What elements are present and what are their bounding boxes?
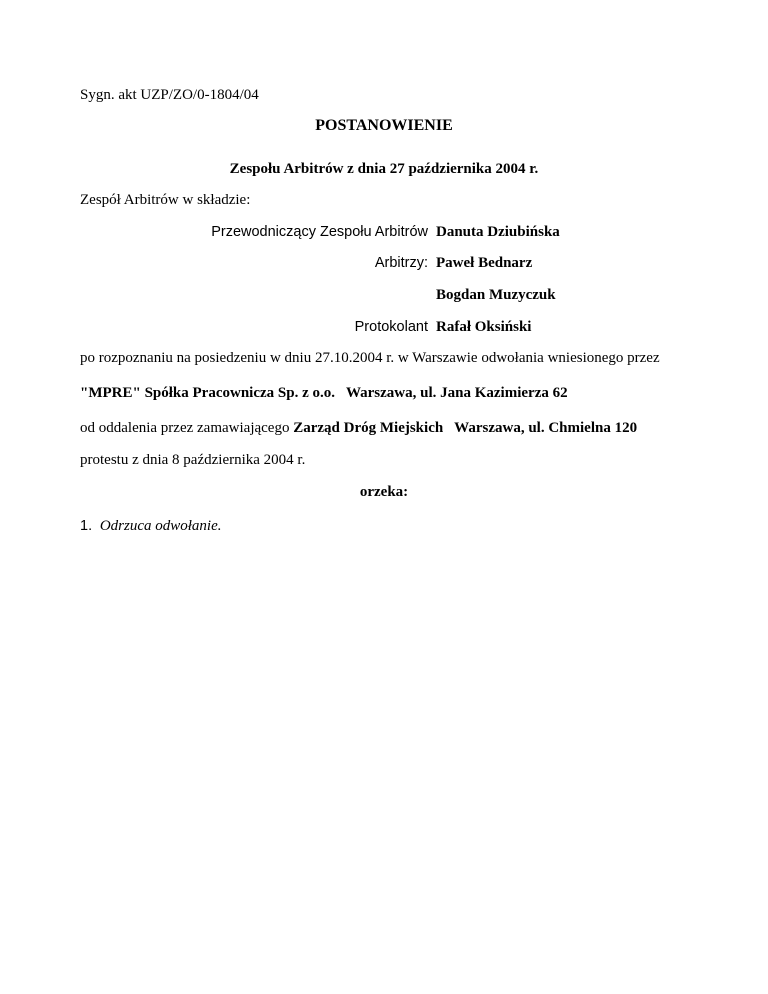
- clerk-name: Rafał Oksiński: [436, 319, 532, 335]
- ruling-item-text: Odrzuca odwołanie.: [99, 518, 222, 534]
- document-subtitle: Zespołu Arbitrów z dnia 27 października 2004 r.: [229, 161, 539, 177]
- arbitrator-name-1: Paweł Bednarz: [436, 255, 533, 271]
- arbitrator-name-2: Bogdan Muzyczuk: [436, 287, 556, 303]
- appellant: "MPRE" Spółka Pracownicza Sp. z o.o. Warszawa, ul. Jana Kazimierza 62: [80, 385, 568, 401]
- body-line-protest: protestu z dnia 8 października 2004 r.: [80, 452, 306, 468]
- ruling-item: [80, 517, 222, 535]
- case-reference: Sygn. akt UZP/ZO/0-1804/04: [80, 87, 259, 103]
- chair-name: Danuta Dziubińska: [436, 224, 560, 240]
- clerk-label: Protokolant: [354, 319, 428, 335]
- document-title: POSTANOWIENIE: [315, 117, 453, 134]
- ruling-item-number: 1.: [80, 518, 93, 534]
- contracting-authority: Zarząd Dróg Miejskich Warszawa, ul. Chmielna 120: [293, 420, 638, 436]
- contracting-authority-prefix: od oddalenia przez zamawiającego: [80, 420, 294, 436]
- body-line-contracting-authority: [80, 419, 637, 437]
- chair-label: Przewodniczący Zespołu Arbitrów: [211, 224, 428, 240]
- panel-intro: Zespół Arbitrów w składzie:: [80, 192, 251, 208]
- ruling-heading: orzeka:: [359, 484, 409, 500]
- arbitrators-label: Arbitrzy:: [374, 255, 428, 271]
- body-line-proceedings: po rozpoznaniu na posiedzeniu w dniu 27.10.2004 r. w Warszawie odwołania wniesionego przez: [80, 350, 660, 366]
